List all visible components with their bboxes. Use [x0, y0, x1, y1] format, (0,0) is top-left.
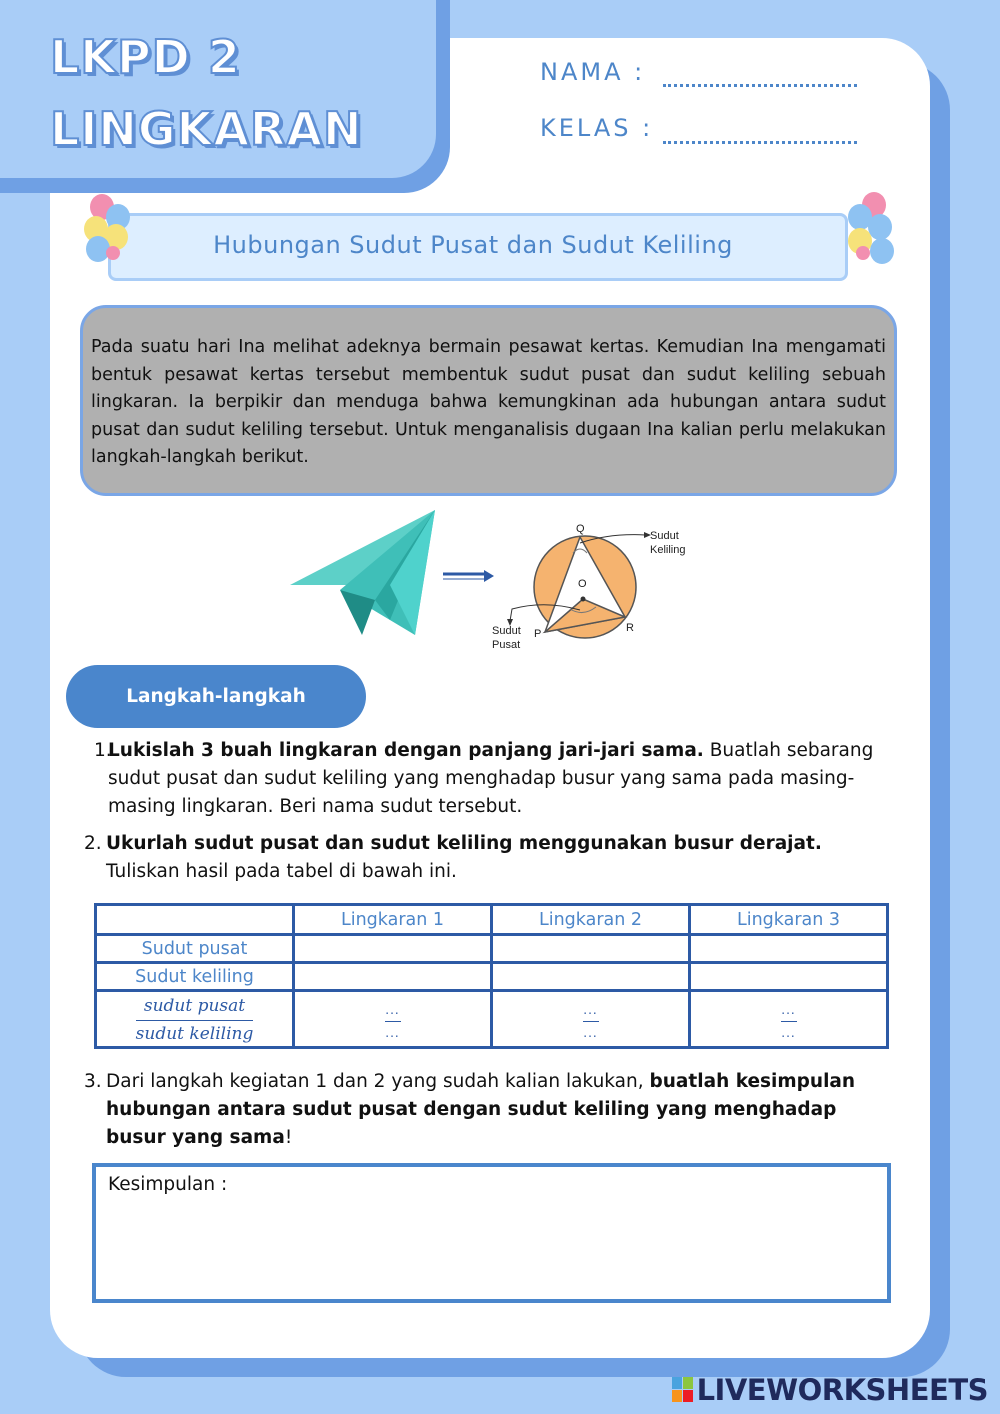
ratio-1-numerator[interactable]: ... [385, 1003, 400, 1017]
cell-ratio-2[interactable] [492, 991, 690, 1048]
liveworksheets-icon [672, 1377, 694, 1403]
cell-ratio-1[interactable] [294, 991, 492, 1048]
step-2-bold: Ukurlah sudut pusat dan sudut keliling menggunakan busur derajat. [106, 833, 822, 854]
label-o: O [578, 578, 587, 590]
label-r: R [626, 622, 634, 634]
ratio-denominator-label: sudut keliling [135, 1023, 254, 1044]
cell-pusat-3[interactable] [690, 935, 888, 963]
row-label-sudut-keliling: Sudut keliling [96, 963, 294, 991]
nama-label: NAMA : [540, 58, 646, 86]
step-2-number: 2. [84, 833, 102, 854]
paper-plane-icon [290, 510, 435, 635]
row-label-ratio [96, 991, 294, 1048]
steps-heading: Langkah-langkah [66, 665, 366, 728]
table-header-lingkaran-3: Lingkaran 3 [690, 905, 888, 935]
measurement-table [94, 903, 889, 1049]
table-header-empty [96, 905, 294, 935]
label-sudut-pusat-2: Pusat [492, 639, 521, 651]
label-sudut-pusat-1: Sudut [492, 625, 521, 637]
topic-title: Hubungan Sudut Pusat dan Sudut Keliling [213, 231, 733, 259]
cell-pusat-2[interactable] [492, 935, 690, 963]
table-row-sudut-pusat [96, 935, 888, 963]
liveworksheets-logo [672, 1373, 988, 1407]
conclusion-box[interactable] [92, 1163, 891, 1303]
step-1 [86, 737, 896, 821]
cell-keliling-3[interactable] [690, 963, 888, 991]
label-sudut-keliling-2: Keliling [650, 544, 686, 556]
label-q: Q [576, 523, 585, 535]
table-row-sudut-keliling [96, 963, 888, 991]
label-p: P [534, 628, 542, 640]
label-sudut-keliling-1: Sudut [650, 530, 679, 542]
header-tab [0, 0, 436, 178]
circle-angle-diagram [492, 523, 685, 651]
brand-text: LIVEWORKSHEETS [696, 1373, 988, 1407]
step-2 [84, 830, 894, 886]
step-1-bold: Lukislah 3 buah lingkaran dengan panjang jari-jari sama. [108, 740, 704, 761]
arrow-right-icon [443, 570, 494, 582]
intro-box [80, 305, 897, 496]
cell-keliling-2[interactable] [492, 963, 690, 991]
ratio-1-denominator[interactable]: ... [385, 1026, 400, 1040]
ratio-2-numerator[interactable]: ... [583, 1003, 598, 1017]
cell-ratio-3[interactable] [690, 991, 888, 1048]
title-lkpd: LKPD 2 [50, 30, 241, 84]
ratio-2-denominator[interactable]: ... [583, 1026, 598, 1040]
table-header-lingkaran-2: Lingkaran 2 [492, 905, 690, 935]
nama-field[interactable] [663, 84, 857, 87]
ratio-3-denominator[interactable]: ... [781, 1026, 796, 1040]
step-3 [84, 1068, 874, 1152]
step-3-end: ! [284, 1127, 293, 1148]
table-header-lingkaran-1: Lingkaran 1 [294, 905, 492, 935]
step-2-text: Tuliskan hasil pada tabel di bawah ini. [106, 861, 457, 882]
row-label-sudut-pusat: Sudut pusat [96, 935, 294, 963]
conclusion-label: Kesimpulan : [108, 1174, 228, 1195]
table-row-ratio [96, 991, 888, 1048]
step-3-text: Dari langkah kegiatan 1 dan 2 yang sudah kalian lakukan, [106, 1071, 650, 1092]
table-header-row [96, 905, 888, 935]
ratio-numerator-label: sudut pusat [143, 995, 246, 1016]
ratio-3-numerator[interactable]: ... [781, 1003, 796, 1017]
step-1-text: Buatlah sebarang sudut pusat dan sudut keliling yang menghadap busur yang sama pada masing-masing lingkaran. Beri nama sudut tersebut. [108, 740, 874, 817]
balloons-right-icon [842, 188, 902, 268]
cell-keliling-1[interactable] [294, 963, 492, 991]
title-topic: LINGKARAN [50, 102, 363, 156]
step-3-bold: buatlah kesimpulan hubungan antara sudut pusat dengan sudut keliling yang menghadap busur yang sama [106, 1071, 856, 1148]
intro-text: Pada suatu hari Ina melihat adeknya bermain pesawat kertas. Kemudian Ina mengamati bentuk pesawat kertas tersebut membentuk sudut pusat dan sudut keliling sebuah lingkaran. Ia berpikir dan menduga bahwa kemungkinan ada hubungan antara sudut pusat dan sudut keliling tersebut. Untuk menganalisis dugaan Ina kalian perlu melakukan langkah-langkah berikut. [91, 337, 886, 467]
kelas-label: KELAS : [540, 114, 654, 142]
paper-plane-diagram [280, 505, 720, 665]
step-1-number: 1. [94, 740, 112, 761]
step-3-number: 3. [84, 1071, 102, 1092]
kelas-field[interactable] [663, 141, 857, 144]
cell-pusat-1[interactable] [294, 935, 492, 963]
